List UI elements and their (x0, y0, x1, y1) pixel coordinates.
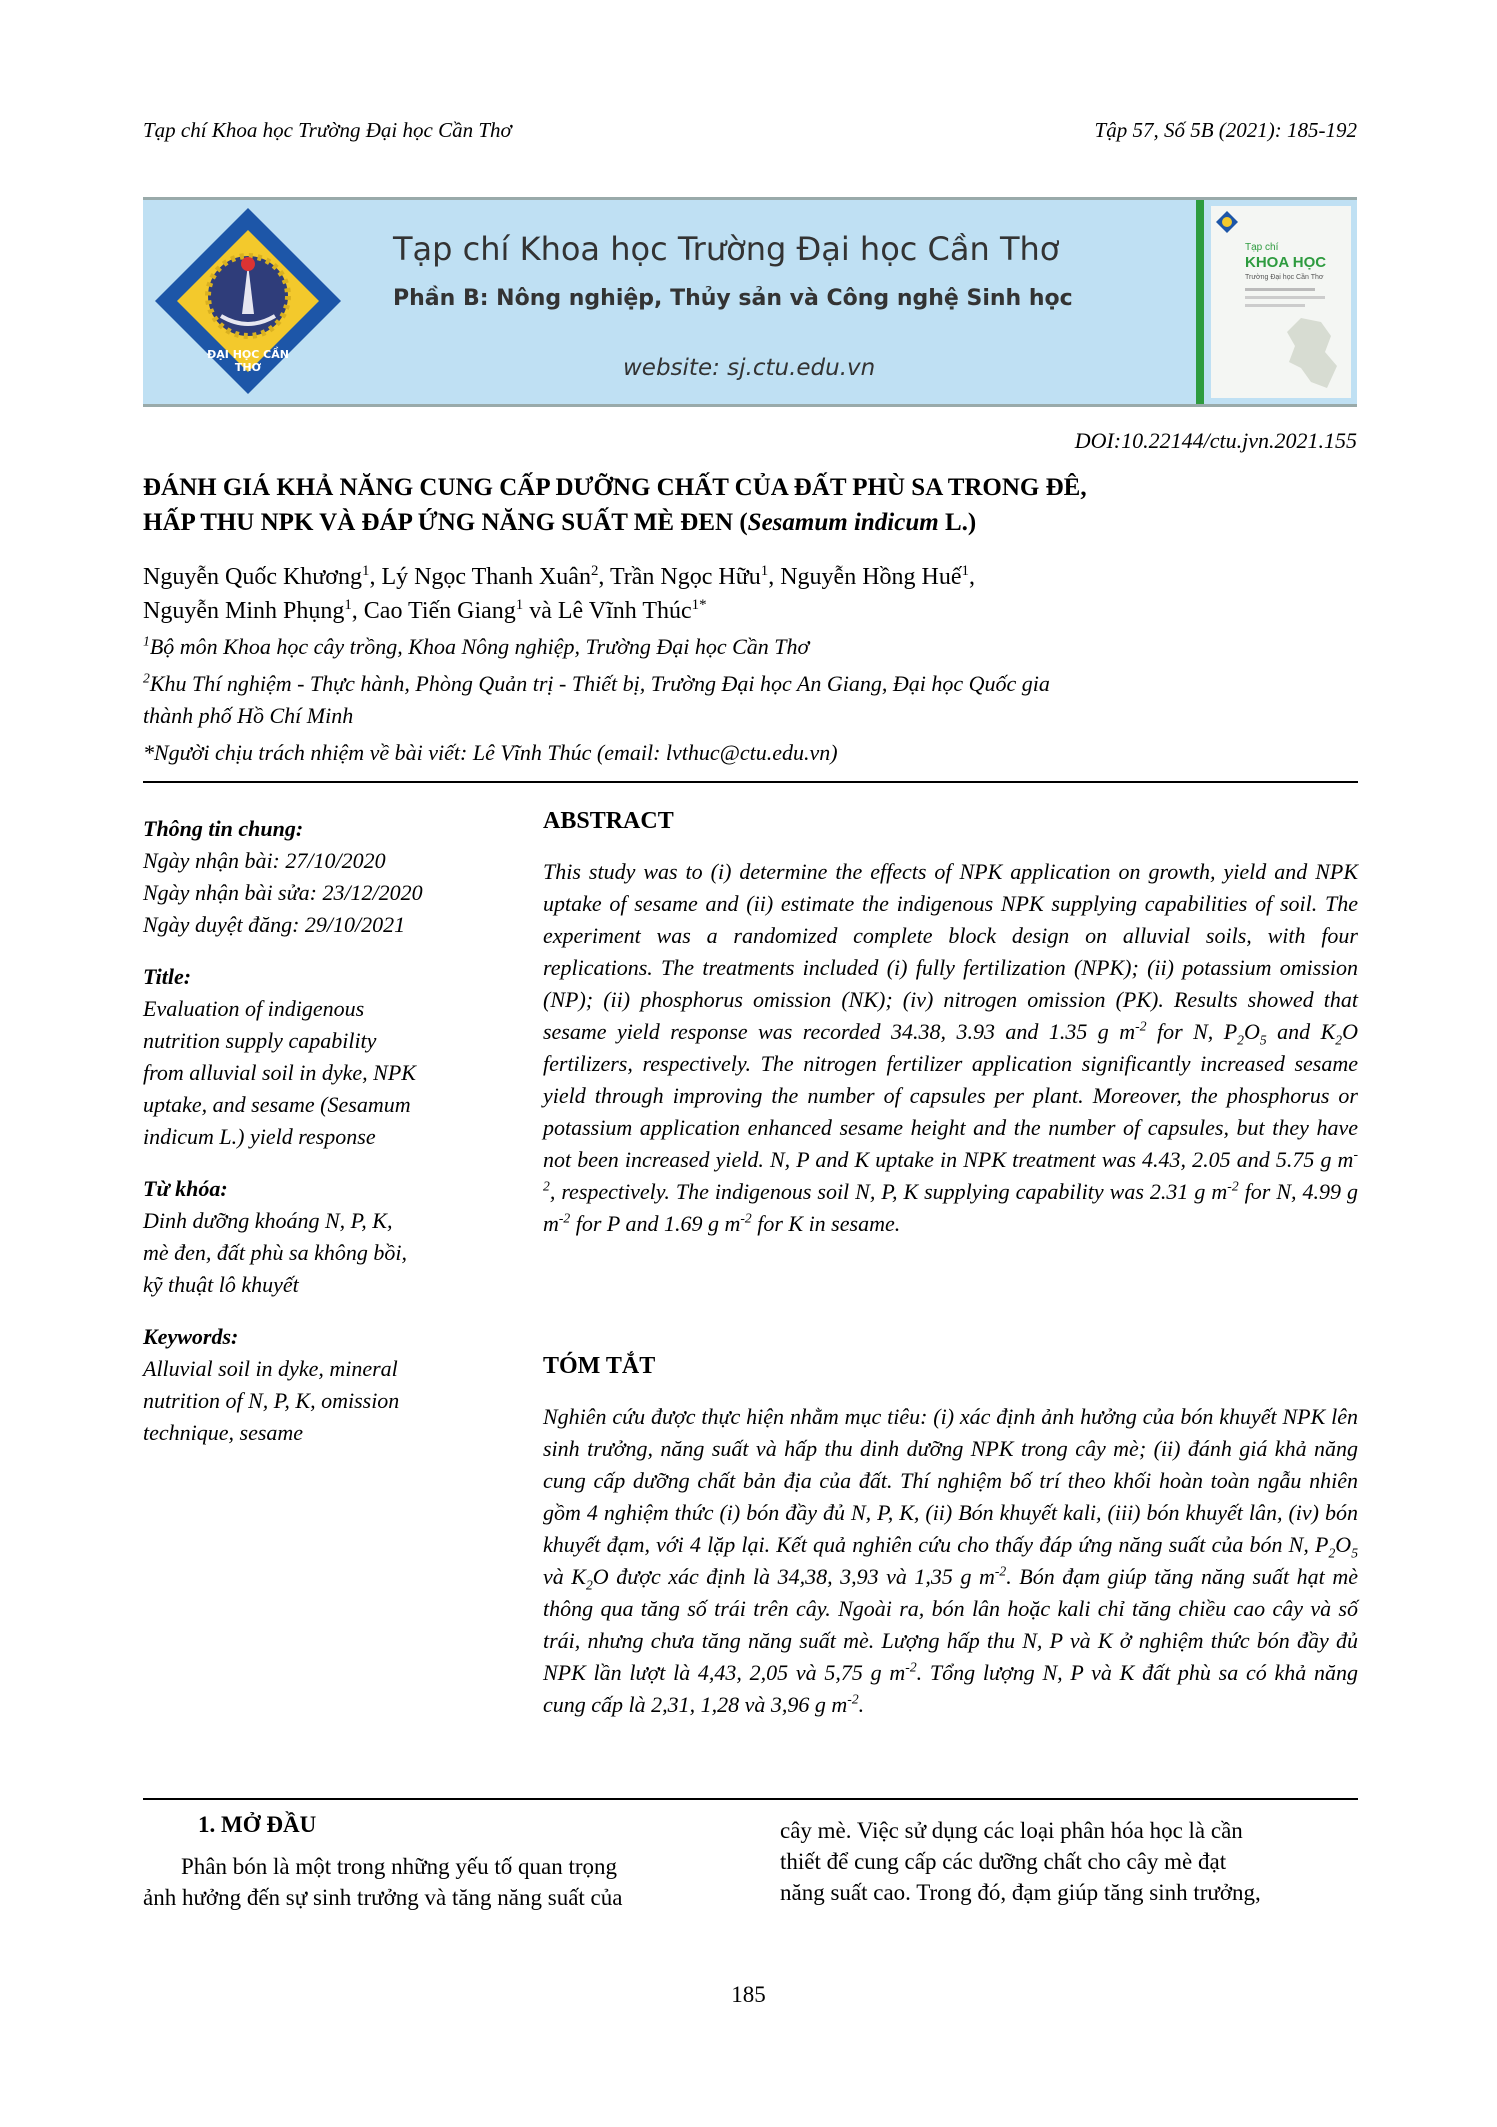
author: Cao Tiến Giang (363, 598, 516, 624)
affiliation-2: $^2$Khu Thí nghiệm - Thực hành, Phòng Quản trị - Thiết bị, Trường Đại học An Giang, Đại học Quốc gia thành phố Hồ Chí Minh (143, 670, 1050, 728)
tukhoa-line: kỹ thuật lô khuyết (143, 1272, 299, 1297)
english-title-line: indicum L.) yield response (143, 1124, 376, 1149)
tomtat-body: Nghiên cứu được thực hiện nhằm mục tiêu: (i) xác định ảnh hưởng của bón khuyết NPK lên sinh trưởng, năng suất và hấp thu dinh dưỡng NPK trong cây mè; (ii) đánh giá khả năng cung cấp dưỡng chất bản địa của đất. Thí nghiệm bố trí theo khối hoàn toàn ngẫu nhiên gồm 4 nghiệm thức (i) bón đầy đủ N, P, K, (ii) Bón khuyết kali, (iii) bón khuyết lân, (iv) bón khuyết đạm, với 4 lặp lại. Kết quả nghiên cứu cho thấy đáp ứng năng suất của bón N, $P_2O_5$ và $K_2O$ được xác định là 34,38, 3,93 và 1,35 g $m^{-2}$. Bón đạm giúp tăng năng suất hạt mè thông qua tăng số trái trên cây. Ngoài ra, bón lân hoặc kali chỉ tăng chiều cao cây và số trái, nhưng chưa tăng năng suất mè. Lượng hấp thu N, P và K ở nghiệm thức bón đầy đủ NPK lần lượt là 4,43, 2,05 và 5,75 g $m^{-2}$. Tổng lượng N, P và K đất phù sa có khả năng cung cấp là 2,31, 1,28 và 3,96 g $m^{-2}$. (543, 1404, 1358, 1717)
keywords-line: Alluvial soil in dyke, mineral (143, 1356, 398, 1381)
intro-left-column: Phân bón là một trong những yếu tố quan trọng ảnh hưởng đến sự sinh trưởng và tăng năng suất của (143, 1854, 623, 1910)
intro-right-column: cây mè. Việc sử dụng các loại phân hóa học là cần thiết để cung cấp các dưỡng chất cho cây mè đạt năng suất cao. Trong đó, đạm giúp tăng sinh trưởng, (780, 1818, 1261, 1905)
cover-line (1245, 304, 1305, 307)
keywords-heading: Keywords: (143, 1324, 239, 1349)
author: Nguyễn Hồng Huế (780, 564, 962, 590)
title-heading: Title: (143, 964, 192, 989)
keywords-line: nutrition of N, P, K, omission (143, 1388, 400, 1413)
paper-title (143, 470, 1358, 540)
english-title-line: nutrition supply capability (143, 1028, 377, 1053)
accepted-date: Ngày duyệt đăng: 29/10/2021 (143, 912, 406, 937)
map-icon (1281, 316, 1343, 392)
banner-title: Tạp chí Khoa học Trường Đại học Cần Thơ (393, 230, 1060, 268)
received-date: Ngày nhận bài: 27/10/2020 (143, 848, 386, 873)
cover-kicker: Tạp chí (1245, 242, 1279, 253)
tomtat-heading: TÓM TẮT (543, 1353, 656, 1379)
journal-banner (143, 197, 1357, 407)
banner-divider (1196, 200, 1204, 404)
title-line-1: ĐÁNH GIÁ KHẢ NĂNG CUNG CẤP DƯỠNG CHẤT CỦA ĐẤT PHÙ SA TRONG ĐÊ, (143, 474, 1087, 501)
affiliation-1: $^1$Bộ môn Khoa học cây trồng, Khoa Nông nghiệp, Trường Đại học Cần Thơ (143, 633, 810, 659)
abstract-body: This study was to (i) determine the effects of NPK application on growth, yield and NPK uptake of sesame and (ii) estimate the indigenous NPK supplying capabilities of soil. The experiment was a randomized complete block design on alluvial soils, with four replications. The treatments included (i) fully fertilization (NPK); (ii) potassium omission (NP); (ii) phosphorus omission (NK); (iv) nitrogen omission (PK). Results showed that sesame yield response was recorded 34.38, 3.93 and 1.35 g $m^{-2}$ for N, $P_2O_5$ and $K_2O$ fertilizers, respectively. The nitrogen fertilizer application significantly increased sesame yield through improving the number of capsules per plant. Moreover, the phosphorus or potassium application enhanced sesame height and the number of capsules, but they have not been increased yield. N, P and K uptake in NPK treatment was 4.43, 2.05 and 5.75 g $m^{-2}$, respectively. The indigenous soil N, P, K supplying capability was 2.31 g $m^{-2}$ for N, 4.99 g $m^{-2}$ for P and 1.69 g $m^{-2}$ for K in sesame. (543, 859, 1358, 1236)
running-header-volume: Tập 57, Số 5B (2021): 185-192 (1094, 118, 1357, 142)
banner-subtitle: Phần B: Nông nghiệp, Thủy sản và Công nghệ Sinh học (393, 286, 1073, 311)
article-info-sidebar (143, 813, 503, 1449)
cover-line (1245, 296, 1325, 299)
tukhoa-line: Dinh dưỡng khoáng N, P, K, (143, 1208, 393, 1233)
corresponding-author: *Người chịu trách nhiệm về bài viết: Lê Vĩnh Thúc (email: lvthuc@ctu.edu.vn) (143, 740, 838, 765)
english-title-line: from alluvial soil in dyke, NPK (143, 1060, 416, 1085)
tukhoa-line: mè đen, đất phù sa không bồi, (143, 1240, 407, 1265)
logo-text: ĐẠI HỌC CẦN THƠ (207, 348, 289, 374)
author: Lý Ngọc Thanh Xuân (381, 564, 591, 590)
author-line-2: Nguyễn Minh Phụng$^1$, Cao Tiến Giang$^1$ và Lê Vĩnh Thúc$^{1*}$ (143, 597, 707, 624)
cover-line (1245, 288, 1315, 291)
author: Nguyễn Quốc Khương (143, 564, 362, 590)
doi: DOI:10.22144/ctu.jvn.2021.155 (1074, 428, 1357, 453)
title-line-2: HẤP THU NPK VÀ ĐÁP ỨNG NĂNG SUẤT MÈ ĐEN (Sesamum indicum L.) (143, 509, 977, 536)
revised-date: Ngày nhận bài sửa: 23/12/2020 (143, 880, 423, 905)
cover-logo-icon (1215, 210, 1239, 234)
author: Trần Ngọc Hữu (609, 564, 761, 590)
journal-cover-thumbnail (1211, 206, 1351, 398)
abstract-heading: ABSTRACT (543, 808, 674, 834)
section-divider (143, 1798, 1358, 1800)
running-header-journal: Tạp chí Khoa học Trường Đại học Cần Thơ (143, 118, 512, 142)
english-title-line: uptake, and sesame (Sesamum (143, 1092, 411, 1117)
author: Lê Vĩnh Thúc (557, 598, 692, 624)
info-heading: Thông tin chung: (143, 816, 304, 841)
species-name: Sesamum indicum (747, 509, 939, 536)
cover-title: KHOA HỌC (1245, 254, 1327, 271)
page-number: 185 (731, 1982, 766, 2007)
intro-heading: 1. MỞ ĐẦU (198, 1812, 317, 1837)
cover-subtitle: Trường Đại học Cần Thơ (1245, 274, 1324, 281)
keywords-line: technique, sesame (143, 1420, 304, 1445)
tukhoa-heading: Từ khóa: (143, 1176, 228, 1201)
banner-website: website: sj.ctu.edu.vn (623, 355, 876, 381)
author-list (143, 560, 1358, 628)
author-line-1: Nguyễn Quốc Khương$^1$, Lý Ngọc Thanh Xuân$^2$, Trần Ngọc Hữu$^1$, Nguyễn Hồng Huế$^1$, (143, 563, 975, 590)
english-title-line: Evaluation of indigenous (143, 996, 365, 1021)
author: Nguyễn Minh Phụng (143, 598, 345, 624)
header-divider (143, 781, 1358, 783)
